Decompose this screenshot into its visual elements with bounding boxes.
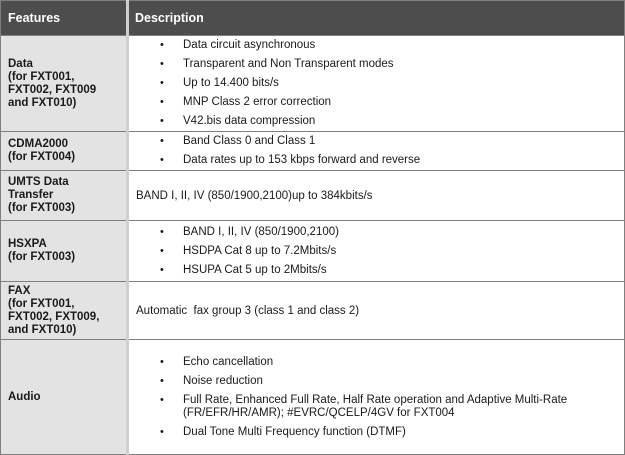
table-row-hsxpa (1, 221, 625, 282)
feature-cell: Data (for FXT001, FXT002, FXT009 and FXT010) (1, 36, 128, 132)
list-item: • BAND I, II, IV (850/1900,2100) (160, 225, 339, 238)
list-item: • Band Class 0 and Class 1 (160, 135, 316, 147)
bullet-icon: • (160, 393, 164, 406)
description-cell (128, 36, 625, 132)
bullet-icon: • (160, 135, 164, 147)
bullet-icon: • (160, 225, 164, 238)
list-item: • Up to 14.400 bits/s (160, 77, 279, 89)
bullet-icon: • (160, 154, 164, 166)
table-row-umts (1, 171, 625, 221)
bullet-list (136, 39, 618, 128)
table-row-fax (1, 282, 625, 340)
bullet-icon: • (160, 244, 164, 257)
list-item: • Noise reduction (160, 374, 263, 387)
list-item: • Data rates up to 153 kbps forward and reverse (160, 154, 421, 166)
bullet-list (136, 135, 618, 167)
feature-cell: Audio (1, 340, 128, 455)
bullet-list (136, 226, 618, 277)
list-item: • Echo cancellation (160, 355, 274, 368)
table-header-row (1, 1, 625, 36)
bullet-icon: • (160, 115, 164, 127)
description-cell (128, 171, 625, 221)
feature-cell: FAX (for FXT001, FXT002, FXT009, and FXT010) (1, 282, 128, 340)
list-item: • HSDPA Cat 8 up to 7.2Mbits/s (160, 244, 337, 257)
description-text: BAND I, II, IV (850/1900,2100)up to 384kbits/s (136, 189, 373, 202)
bullet-icon: • (160, 58, 164, 70)
table-row-data (1, 36, 625, 132)
table-row-cdma2000 (1, 132, 625, 171)
bullet-icon: • (160, 374, 164, 387)
list-item: • Transparent and Non Transparent modes (160, 58, 394, 70)
bullet-icon: • (160, 425, 164, 438)
bullet-icon: • (160, 263, 164, 276)
description-cell (128, 340, 625, 455)
feature-cell: UMTS Data Transfer (for FXT003) (1, 171, 128, 221)
list-item: • MNP Class 2 error correction (160, 96, 332, 108)
description-column-header: Description (128, 1, 625, 36)
list-item: • Data circuit asynchronous (160, 39, 316, 51)
bullet-icon: • (160, 39, 164, 51)
bullet-list (136, 356, 618, 439)
description-cell (128, 221, 625, 282)
feature-cell: CDMA2000 (for FXT004) (1, 132, 128, 171)
list-item: • HSUPA Cat 5 up to 2Mbits/s (160, 263, 327, 276)
bullet-icon: • (160, 96, 164, 108)
features-column-header: Features (1, 1, 128, 36)
description-cell (128, 132, 625, 171)
list-item: • V42.bis data compression (160, 115, 316, 127)
bullet-icon: • (160, 77, 164, 89)
description-cell (128, 282, 625, 340)
table-row-audio (1, 340, 625, 455)
bullet-icon: • (160, 355, 164, 368)
list-item: • Dual Tone Multi Frequency function (DTMF) (160, 425, 406, 438)
feature-cell: HSXPA (for FXT003) (1, 221, 128, 282)
list-item: • Full Rate, Enhanced Full Rate, Half Rate operation and Adaptive Multi-Rate (FR/EFR/HR/AMR); #EVRC/QCELP/4GV for FXT004 (160, 393, 568, 419)
description-text: Automatic fax group 3 (class 1 and class 2) (136, 304, 360, 317)
